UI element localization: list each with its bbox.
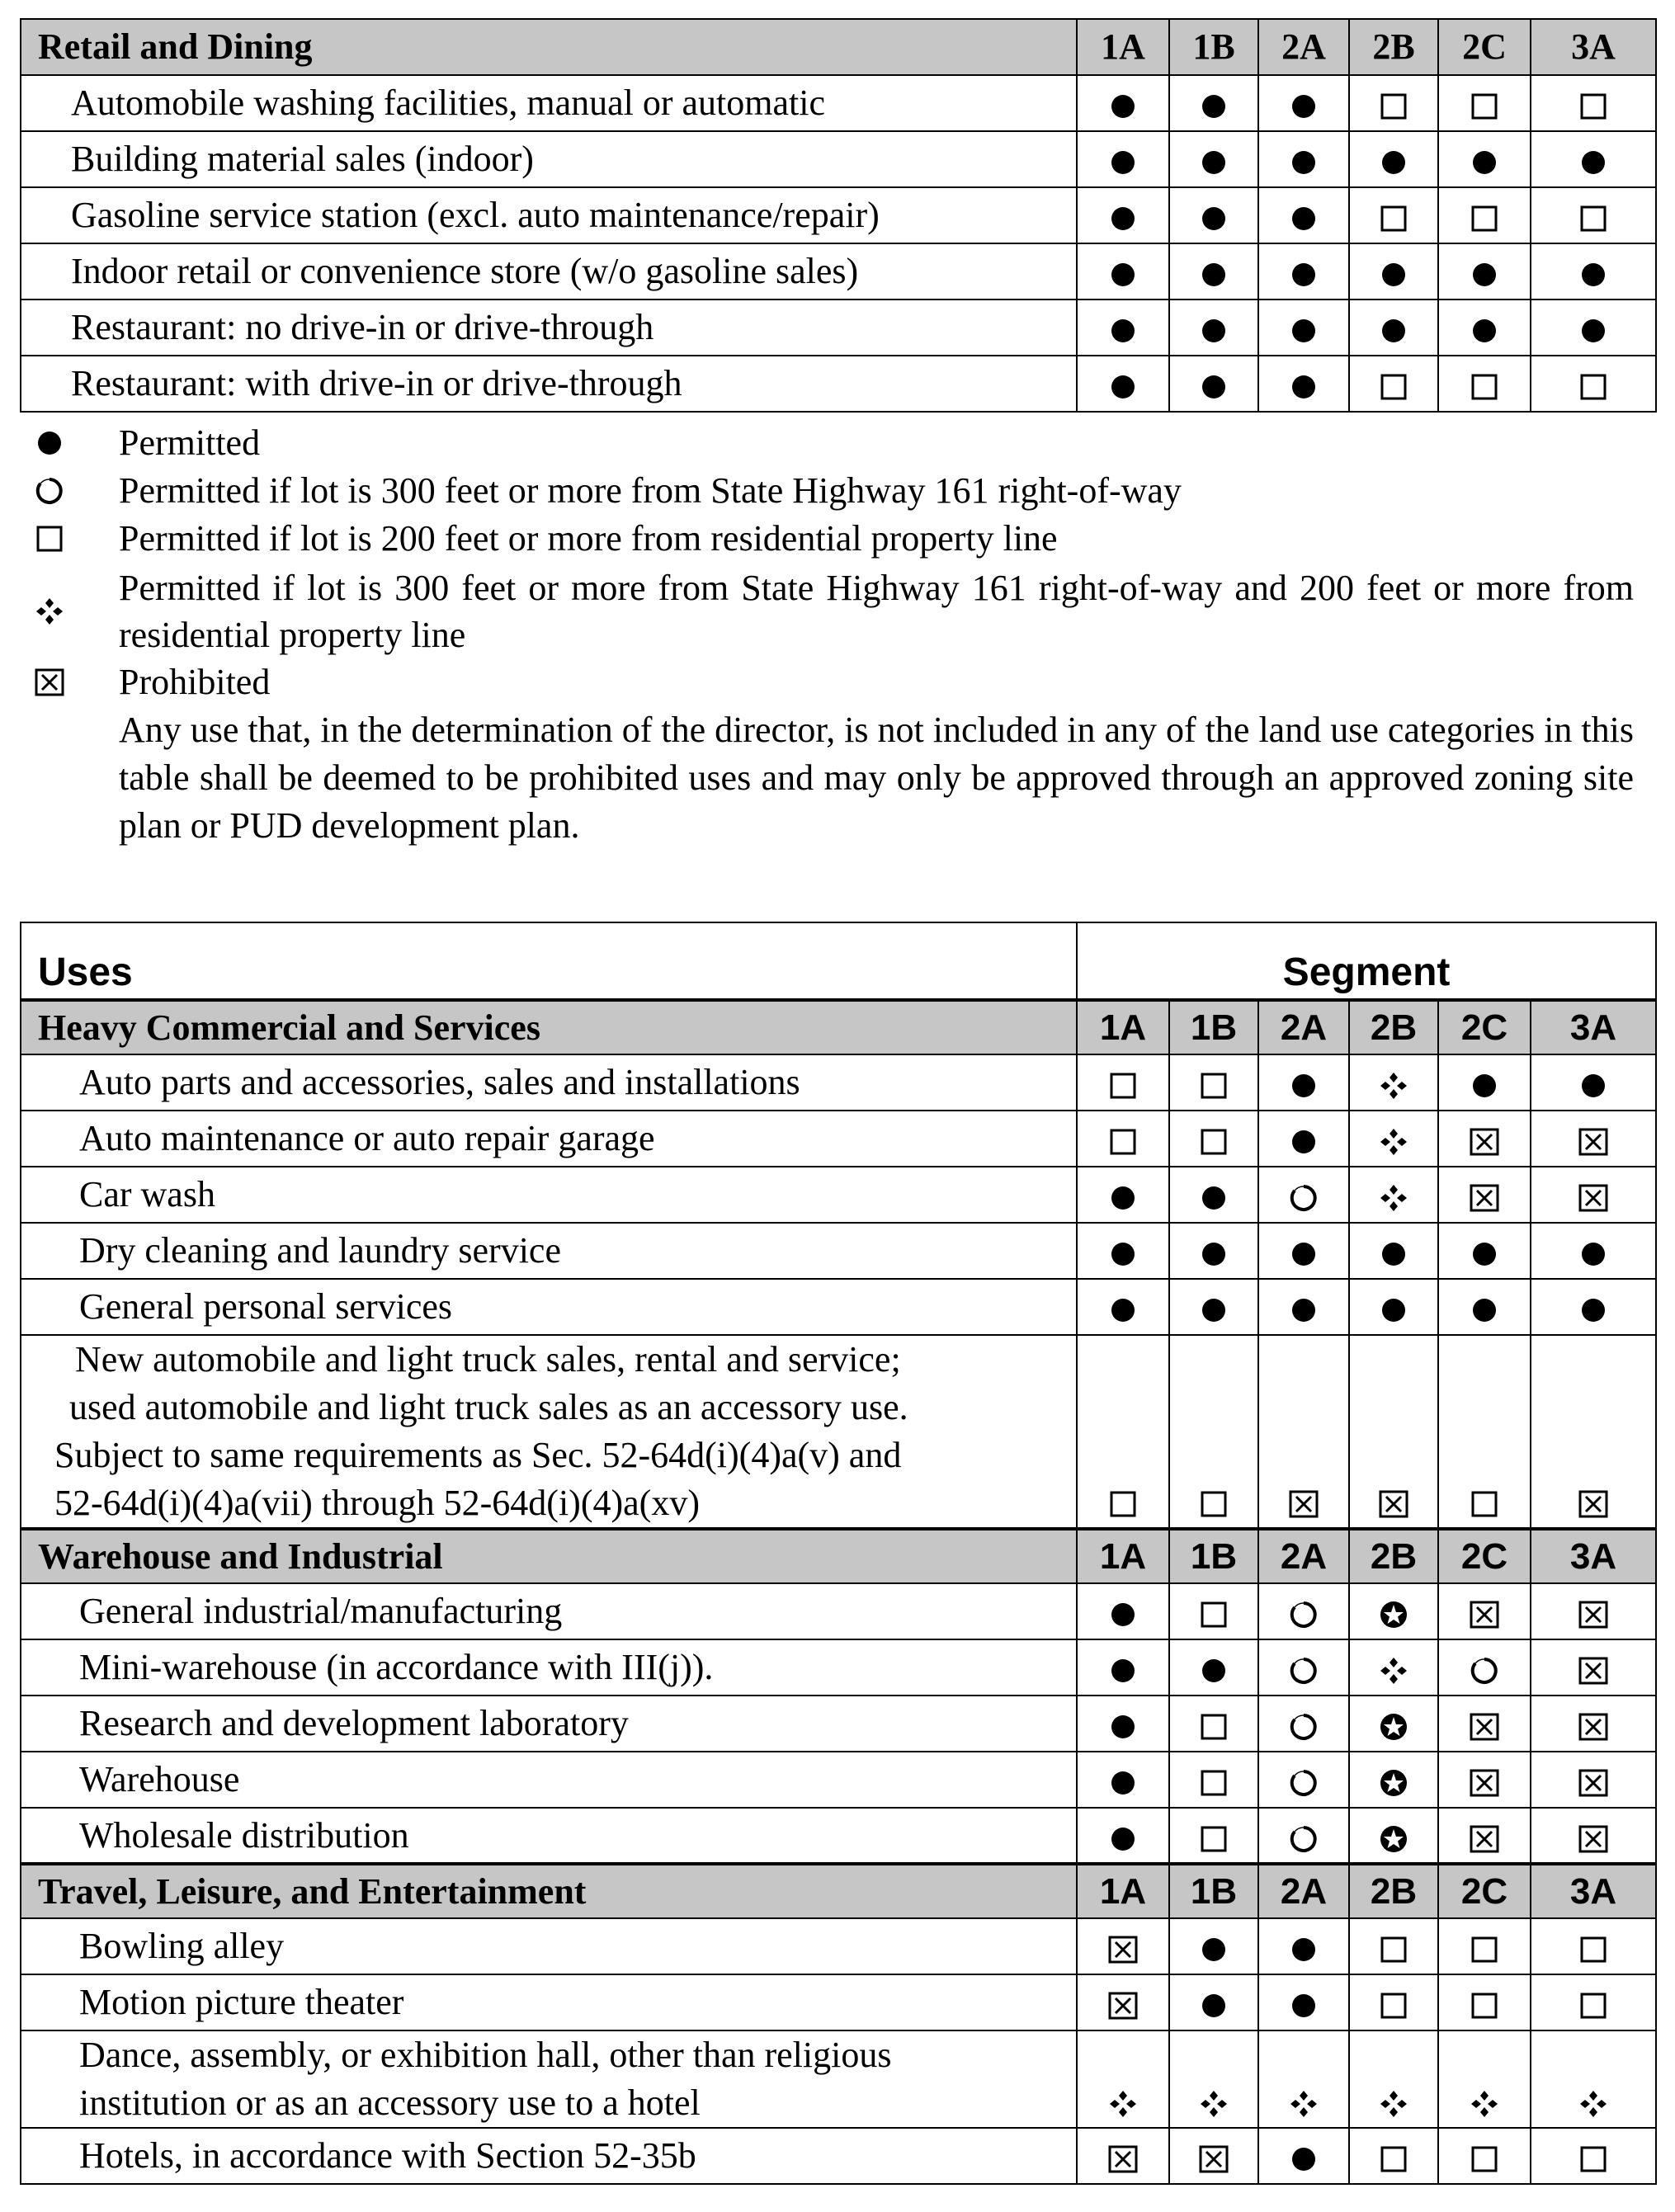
use-label: New automobile and light truck sales, rental and service; used automobile and light truck sales as an accessory use. Subject to same requirements as Sec. 52-64d(i)(4)a(v) and 52-64d(i)(4)a(vii) through 52-64d(i)(4)a(xv) <box>21 1335 1077 1529</box>
use-label: Auto maintenance or auto repair garage <box>21 1111 1077 1167</box>
uses-header: Uses <box>21 922 1077 1000</box>
section-title: Travel, Leisure, and Entertainment <box>21 1864 1077 1918</box>
section-title: Retail and Dining <box>21 19 1077 75</box>
use-label: Dry cleaning and laundry service <box>21 1223 1077 1279</box>
legend-item <box>33 564 1634 658</box>
open-square-icon <box>1438 1974 1531 2030</box>
column-header-2c: 2C <box>1438 1529 1531 1583</box>
table-row <box>21 75 1656 131</box>
filled-circle-icon <box>1349 131 1438 187</box>
circled-star-icon <box>1349 1808 1438 1864</box>
x-box-icon <box>1531 1752 1656 1808</box>
four-diamond-icon <box>1349 1639 1438 1696</box>
filled-circle-icon <box>1258 1054 1349 1111</box>
open-square-icon <box>1349 1918 1438 1974</box>
use-label: Automobile washing facilities, manual or automatic <box>21 75 1077 131</box>
filled-circle-icon <box>1077 1696 1169 1752</box>
filled-circle-icon <box>1169 1279 1258 1335</box>
open-circle-icon <box>1258 1752 1349 1808</box>
open-circle-icon <box>1258 1808 1349 1864</box>
open-square-icon <box>1531 1974 1656 2030</box>
table-row <box>21 1696 1656 1752</box>
four-diamond-icon <box>1349 1054 1438 1111</box>
x-box-icon <box>1438 1752 1531 1808</box>
table-row <box>21 1167 1656 1223</box>
filled-circle-icon <box>1438 1054 1531 1111</box>
column-header-2a: 2A <box>1258 1000 1349 1054</box>
filled-circle-icon <box>1077 187 1169 243</box>
filled-circle-icon <box>1077 75 1169 131</box>
legend <box>33 419 1634 850</box>
open-square-icon <box>1531 2128 1656 2184</box>
four-diamond-icon <box>1169 2030 1258 2128</box>
open-square-icon <box>1438 1918 1531 1974</box>
column-header-2a: 2A <box>1258 1529 1349 1583</box>
section-title: Warehouse and Industrial <box>21 1529 1077 1583</box>
table-row <box>21 131 1656 187</box>
filled-circle-icon <box>1531 299 1656 356</box>
table-row <box>21 356 1656 412</box>
circled-star-icon <box>1349 1583 1438 1639</box>
x-box-icon <box>1531 1167 1656 1223</box>
x-box-icon <box>1438 1808 1531 1864</box>
filled-circle-icon <box>1258 75 1349 131</box>
table-row <box>21 299 1656 356</box>
open-circle-icon <box>1258 1639 1349 1696</box>
table-row <box>21 2030 1656 2128</box>
x-box-icon <box>1438 1167 1531 1223</box>
filled-circle-icon <box>1169 1167 1258 1223</box>
open-square-icon <box>1531 1918 1656 1974</box>
use-label: Building material sales (indoor) <box>21 131 1077 187</box>
use-label: Wholesale distribution <box>21 1808 1077 1864</box>
open-square-icon <box>1169 1054 1258 1111</box>
table-row <box>21 1583 1656 1639</box>
section-header-row <box>21 1000 1656 1054</box>
filled-circle-icon <box>1438 1279 1531 1335</box>
column-header-1b: 1B <box>1169 1529 1258 1583</box>
four-diamond-icon <box>33 564 66 658</box>
filled-circle-icon <box>1258 131 1349 187</box>
open-square-icon <box>1349 2128 1438 2184</box>
column-header-1a: 1A <box>1077 1000 1169 1054</box>
filled-circle-icon <box>1077 1279 1169 1335</box>
four-diamond-icon <box>1077 2030 1169 2128</box>
filled-circle-icon <box>1438 1223 1531 1279</box>
use-label: Indoor retail or convenience store (w/o gasoline sales) <box>21 243 1077 299</box>
four-diamond-icon <box>1531 2030 1656 2128</box>
open-square-icon <box>1531 356 1656 412</box>
legend-text: Permitted if lot is 200 feet or more from residential property line <box>119 518 1058 559</box>
use-label: Restaurant: no drive-in or drive-through <box>21 299 1077 356</box>
section-header-row <box>21 19 1656 75</box>
filled-circle-icon <box>1531 243 1656 299</box>
open-square-icon <box>1077 1054 1169 1111</box>
four-diamond-icon <box>1349 1111 1438 1167</box>
legend-text: Permitted <box>119 422 261 463</box>
x-box-icon <box>1438 1696 1531 1752</box>
filled-circle-icon <box>1169 75 1258 131</box>
uses-segment-table <box>20 922 1657 2185</box>
filled-circle-icon <box>1438 299 1531 356</box>
table-row <box>21 2128 1656 2184</box>
legend-text: Permitted if lot is 300 feet or more from State Highway 161 right-of-way <box>119 470 1182 511</box>
open-circle-icon <box>1258 1583 1349 1639</box>
open-circle-icon <box>1258 1696 1349 1752</box>
open-square-icon <box>1438 187 1531 243</box>
table-row <box>21 1639 1656 1696</box>
open-square-icon <box>1438 2128 1531 2184</box>
x-box-icon <box>1258 1335 1349 1529</box>
open-square-icon <box>1438 75 1531 131</box>
legend-item <box>33 658 1634 706</box>
use-label: Hotels, in accordance with Section 52-35b <box>21 2128 1077 2184</box>
use-label: General industrial/manufacturing <box>21 1583 1077 1639</box>
column-header-1b: 1B <box>1169 1000 1258 1054</box>
x-box-icon <box>33 658 66 706</box>
column-header-2b: 2B <box>1349 1864 1438 1918</box>
x-box-icon <box>1531 1639 1656 1696</box>
filled-circle-icon <box>1349 299 1438 356</box>
circled-star-icon <box>1349 1752 1438 1808</box>
legend-item <box>33 467 1634 515</box>
open-square-icon <box>1349 187 1438 243</box>
filled-circle-icon <box>1349 1223 1438 1279</box>
filled-circle-icon <box>1349 243 1438 299</box>
filled-circle-icon <box>1531 1279 1656 1335</box>
x-box-icon <box>1349 1335 1438 1529</box>
four-diamond-icon <box>1349 2030 1438 2128</box>
column-header-2c: 2C <box>1438 1000 1531 1054</box>
filled-circle-icon <box>1258 1918 1349 1974</box>
use-label: Warehouse <box>21 1752 1077 1808</box>
filled-circle-icon <box>1169 1918 1258 1974</box>
filled-circle-icon <box>1258 299 1349 356</box>
column-header-3a: 3A <box>1531 1000 1656 1054</box>
table-row <box>21 1808 1656 1864</box>
use-label: Bowling alley <box>21 1918 1077 1974</box>
filled-circle-icon <box>1258 1974 1349 2030</box>
open-square-icon <box>1531 187 1656 243</box>
filled-circle-icon <box>1169 299 1258 356</box>
filled-circle-icon <box>1531 1223 1656 1279</box>
filled-circle-icon <box>1258 1279 1349 1335</box>
x-box-icon <box>1531 1696 1656 1752</box>
section-title: Heavy Commercial and Services <box>21 1000 1077 1054</box>
filled-circle-icon <box>1077 1223 1169 1279</box>
use-label: Auto parts and accessories, sales and installations <box>21 1054 1077 1111</box>
filled-circle-icon <box>1438 131 1531 187</box>
four-diamond-icon <box>1258 2030 1349 2128</box>
section-header-row <box>21 1529 1656 1583</box>
circled-star-icon <box>1349 1696 1438 1752</box>
legend-text: Permitted if lot is 300 feet or more from State Highway 161 right-of-way and 200 feet or more from residential property line <box>119 568 1634 655</box>
x-box-icon <box>1438 1111 1531 1167</box>
open-square-icon <box>1531 75 1656 131</box>
table-row <box>21 187 1656 243</box>
x-box-icon <box>1077 1974 1169 2030</box>
column-header-1a: 1A <box>1077 19 1169 75</box>
open-square-icon <box>1169 1583 1258 1639</box>
open-square-icon <box>1169 1335 1258 1529</box>
open-square-icon <box>1349 75 1438 131</box>
filled-circle-icon <box>1077 1167 1169 1223</box>
open-square-icon <box>1438 356 1531 412</box>
use-label: Dance, assembly, or exhibition hall, other than religious institution or as an accessory use to a hotel <box>21 2030 1077 2128</box>
open-square-icon <box>1349 1974 1438 2030</box>
column-header-1a: 1A <box>1077 1529 1169 1583</box>
open-square-icon <box>33 515 66 563</box>
column-header-1b: 1B <box>1169 1864 1258 1918</box>
table-row <box>21 243 1656 299</box>
open-square-icon <box>1349 356 1438 412</box>
table-row <box>21 1335 1656 1529</box>
open-circle-icon <box>33 467 66 515</box>
use-label: Mini-warehouse (in accordance with III(j)). <box>21 1639 1077 1696</box>
column-header-2c: 2C <box>1438 1864 1531 1918</box>
table-row <box>21 1974 1656 2030</box>
filled-circle-icon <box>1531 1054 1656 1111</box>
filled-circle-icon <box>1531 131 1656 187</box>
filled-circle-icon <box>1077 1808 1169 1864</box>
x-box-icon <box>1077 1918 1169 1974</box>
filled-circle-icon <box>1258 187 1349 243</box>
filled-circle-icon <box>33 419 66 467</box>
retail-dining-table <box>20 18 1657 413</box>
column-header-2b: 2B <box>1349 1000 1438 1054</box>
filled-circle-icon <box>1077 1639 1169 1696</box>
column-header-1b: 1B <box>1169 19 1258 75</box>
legend-item <box>33 419 1634 467</box>
open-circle-icon <box>1438 1639 1531 1696</box>
filled-circle-icon <box>1077 299 1169 356</box>
x-box-icon <box>1077 2128 1169 2184</box>
filled-circle-icon <box>1169 243 1258 299</box>
x-box-icon <box>1438 1583 1531 1639</box>
x-box-icon <box>1531 1583 1656 1639</box>
use-label: Motion picture theater <box>21 1974 1077 2030</box>
filled-circle-icon <box>1258 243 1349 299</box>
table-row <box>21 1918 1656 1974</box>
filled-circle-icon <box>1349 1279 1438 1335</box>
filled-circle-icon <box>1077 1752 1169 1808</box>
x-box-icon <box>1531 1111 1656 1167</box>
filled-circle-icon <box>1077 243 1169 299</box>
table-row <box>21 1752 1656 1808</box>
x-box-icon <box>1169 2128 1258 2184</box>
column-header-3a: 3A <box>1531 1864 1656 1918</box>
filled-circle-icon <box>1169 1639 1258 1696</box>
column-header-2a: 2A <box>1258 1864 1349 1918</box>
table-row <box>21 1223 1656 1279</box>
table-row <box>21 1054 1656 1111</box>
column-header-3a: 3A <box>1531 19 1656 75</box>
table-row <box>21 1279 1656 1335</box>
filled-circle-icon <box>1169 131 1258 187</box>
x-box-icon <box>1531 1808 1656 1864</box>
use-label: General personal services <box>21 1279 1077 1335</box>
open-square-icon <box>1169 1111 1258 1167</box>
filled-circle-icon <box>1169 1223 1258 1279</box>
open-square-icon <box>1438 1335 1531 1529</box>
column-header-3a: 3A <box>1531 1529 1656 1583</box>
four-diamond-icon <box>1438 2030 1531 2128</box>
column-header-2b: 2B <box>1349 19 1438 75</box>
filled-circle-icon <box>1258 356 1349 412</box>
open-square-icon <box>1077 1111 1169 1167</box>
open-square-icon <box>1077 1335 1169 1529</box>
filled-circle-icon <box>1077 1583 1169 1639</box>
filled-circle-icon <box>1077 131 1169 187</box>
column-header-1a: 1A <box>1077 1864 1169 1918</box>
legend-text: Prohibited <box>119 662 271 702</box>
filled-circle-icon <box>1169 356 1258 412</box>
filled-circle-icon <box>1169 187 1258 243</box>
column-header-2a: 2A <box>1258 19 1349 75</box>
filled-circle-icon <box>1258 1111 1349 1167</box>
section-header-row <box>21 1864 1656 1918</box>
filled-circle-icon <box>1438 243 1531 299</box>
use-label: Research and development laboratory <box>21 1696 1077 1752</box>
filled-circle-icon <box>1258 1223 1349 1279</box>
use-label: Gasoline service station (excl. auto maintenance/repair) <box>21 187 1077 243</box>
open-square-icon <box>1169 1752 1258 1808</box>
use-label: Restaurant: with drive-in or drive-through <box>21 356 1077 412</box>
table-row <box>21 1111 1656 1167</box>
open-square-icon <box>1169 1808 1258 1864</box>
legend-item <box>33 515 1634 563</box>
four-diamond-icon <box>1349 1167 1438 1223</box>
x-box-icon <box>1531 1335 1656 1529</box>
legend-note: Any use that, in the determination of the director, is not included in any of the land use categories in this table shall be deemed to be prohibited uses and may only be approved through an approved zoning site plan or PUD development plan. <box>119 710 1634 846</box>
column-header-2c: 2C <box>1438 19 1531 75</box>
open-square-icon <box>1169 1696 1258 1752</box>
filled-circle-icon <box>1169 1974 1258 2030</box>
column-header-2b: 2B <box>1349 1529 1438 1583</box>
filled-circle-icon <box>1258 2128 1349 2184</box>
table-header-row <box>21 922 1656 1000</box>
use-label: Car wash <box>21 1167 1077 1223</box>
filled-circle-icon <box>1077 356 1169 412</box>
open-circle-icon <box>1258 1167 1349 1223</box>
segment-header: Segment <box>1077 922 1656 1000</box>
